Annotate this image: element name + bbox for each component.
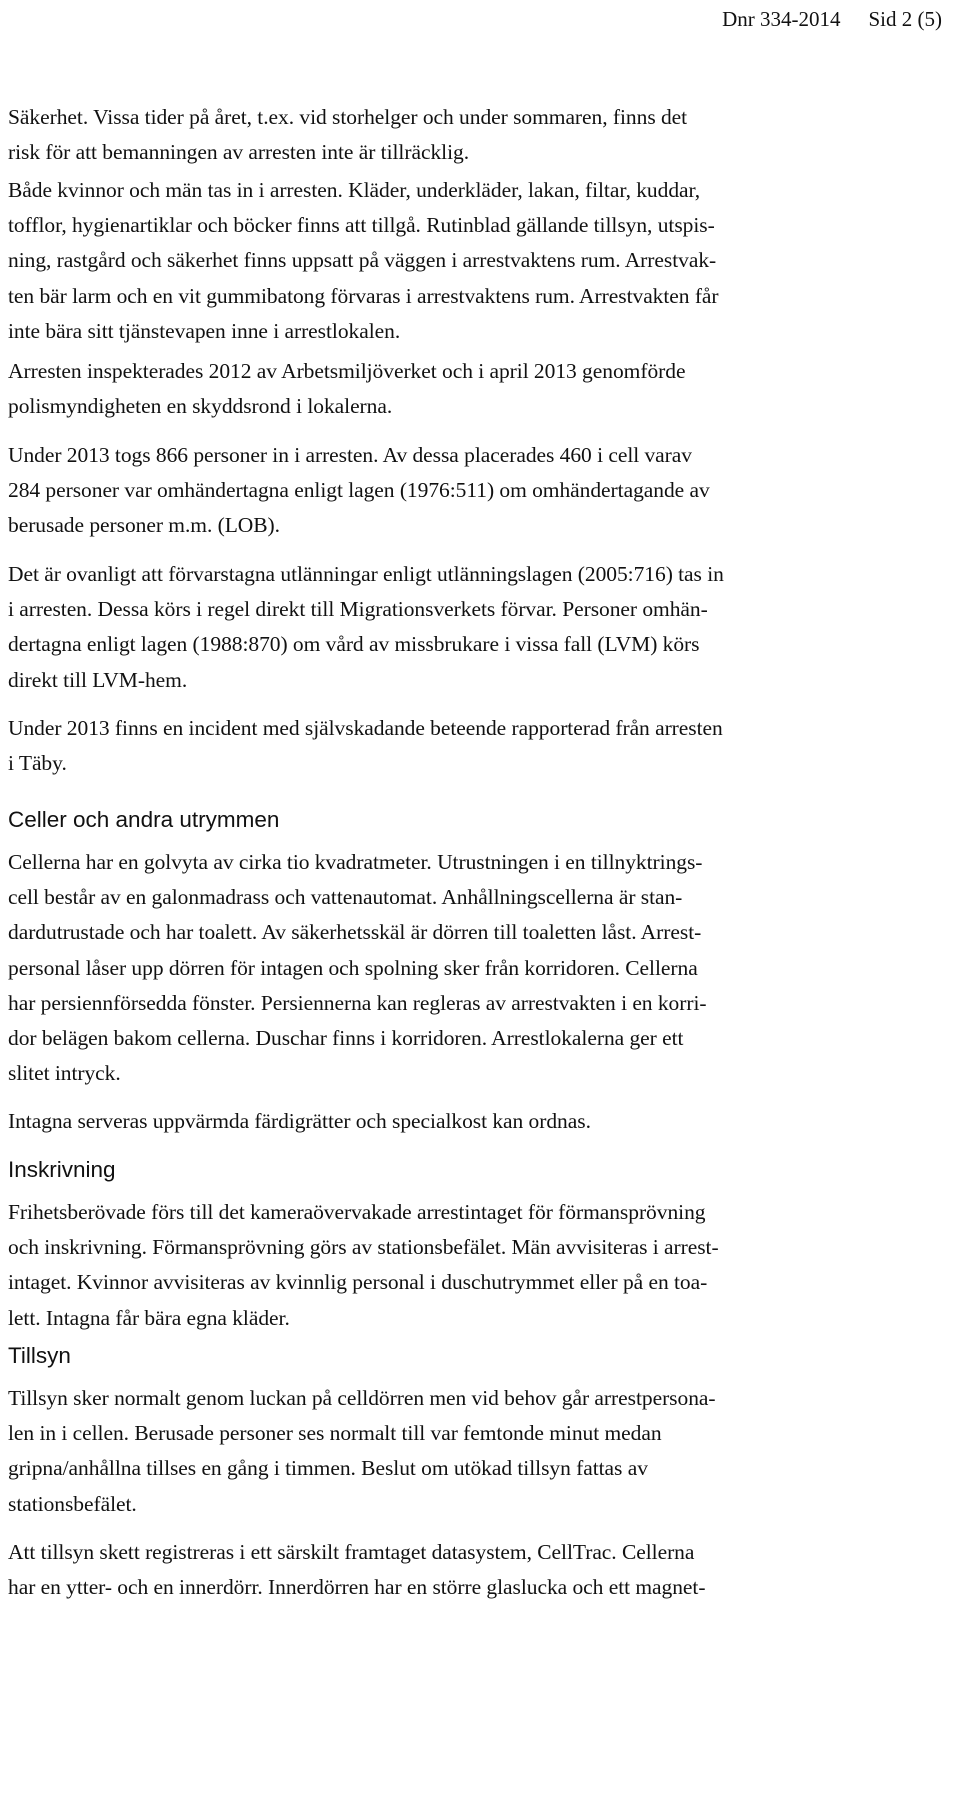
- text-line: i arresten. Dessa körs i regel direkt till Migrationsverkets förvar. Personer omhän-: [8, 597, 708, 622]
- text-line: Under 2013 togs 866 personer in i arresten. Av dessa placerades 460 i cell varav: [8, 443, 692, 467]
- text-line: Arresten inspekterades 2012 av Arbetsmiljöverket och i april 2013 genomförde: [8, 359, 686, 383]
- paragraph: [8, 173, 719, 349]
- text-line: dor belägen bakom cellerna. Duschar finns i korridoren. Arrestlokalerna ger ett: [8, 1026, 684, 1051]
- text-line: Både kvinnor och män tas in i arresten. Kläder, underkläder, lakan, filtar, kuddar,: [8, 178, 701, 202]
- text-line: Frihetsberövade förs till det kameraövervakade arrestintaget för förmansprövning: [8, 1200, 706, 1224]
- paragraph: [8, 1535, 705, 1605]
- text-line: Tillsyn sker normalt genom luckan på celldörren men vid behov går arrestpersona-: [8, 1386, 716, 1410]
- text-line: dertagna enligt lagen (1988:870) om vård av missbrukare i vissa fall (LVM) körs: [8, 632, 700, 657]
- text-line: len in i cellen. Berusade personer ses normalt till var femtonde minut medan: [8, 1421, 662, 1446]
- text-line: intaget. Kvinnor avvisiteras av kvinnlig personal i duschutrymmet eller på en toa-: [8, 1270, 708, 1295]
- text-line: Det är ovanligt att förvarstagna utlänningar enligt utlänningslagen (2005:716) tas in: [8, 562, 724, 586]
- text-line: Cellerna har en golvyta av cirka tio kvadratmeter. Utrustningen i en tillnyktrings-: [8, 850, 703, 874]
- text-line: inte bära sitt tjänstevapen inne i arrestlokalen.: [8, 318, 401, 343]
- page-header: [694, 6, 942, 32]
- paragraph-incident: [8, 711, 723, 781]
- paragraph: [8, 1381, 716, 1522]
- text-line: Att tillsyn skett registreras i ett särskilt framtaget datasystem, CellTrac. Cellerna: [8, 1540, 695, 1564]
- section-heading-tillsyn: Tillsyn: [8, 1343, 71, 1368]
- text-line: polismyndigheten en skyddsrond i lokalerna.: [8, 394, 393, 419]
- text-line: Intagna serveras uppvärmda färdigrätter och specialkost kan ordnas.: [8, 1109, 591, 1133]
- paragraph: [8, 354, 685, 424]
- text-line: ning, rastgård och säkerhet finns uppsatt på väggen i arrestvaktens rum. Arrestvak-: [8, 248, 717, 273]
- text-line: och inskrivning. Förmansprövning görs av stationsbefälet. Män avvisiteras i arrest-: [8, 1235, 719, 1260]
- paragraph-meals: [8, 1104, 591, 1139]
- text-line: gripna/anhållna tillses en gång i timmen. Beslut om utökad tillsyn fattas av: [8, 1456, 648, 1481]
- text-line: har en ytter- och en innerdörr. Innerdörren har en större glaslucka och ett magnet-: [8, 1575, 706, 1600]
- paragraph: [8, 845, 707, 1091]
- text-line: i Täby.: [8, 751, 67, 776]
- text-line: dardutrustade och har toalett. Av säkerhetsskäl är dörren till toaletten låst. Arrest-: [8, 920, 702, 945]
- text-line: cell består av en galonmadrass och vattenautomat. Anhållningscellerna är stan-: [8, 885, 683, 910]
- text-line: ten bär larm och en vit gummibatong förvaras i arrestvaktens rum. Arrestvakten får: [8, 283, 719, 308]
- paragraph-inspection: [8, 354, 685, 424]
- paragraph: [8, 100, 687, 170]
- paragraph-registration: [8, 1195, 719, 1336]
- reference-number: Dnr 334-2014: [722, 7, 841, 31]
- paragraph-detainees: [8, 173, 719, 349]
- paragraph-security-intro: [8, 100, 687, 170]
- paragraph: [8, 1104, 591, 1139]
- text-line: tofflor, hygienartiklar och böcker finns att tillgå. Rutinblad gällande tillsyn, utspis-: [8, 213, 715, 238]
- text-line: lett. Intagna får bära egna kläder.: [8, 1305, 290, 1330]
- text-line: Säkerhet. Vissa tider på året, t.ex. vid storhelger och under sommaren, finns det: [8, 105, 688, 129]
- paragraph-celltrac: [8, 1535, 705, 1605]
- text-line: stationsbefälet.: [8, 1491, 137, 1516]
- text-line: risk för att bemanningen av arresten inte är tillräcklig.: [8, 140, 470, 165]
- section-heading-inskrivning: Inskrivning: [8, 1157, 116, 1182]
- text-line: personal låser upp dörren för intagen och spolning sker från korridoren. Cellerna: [8, 955, 698, 980]
- paragraph: [8, 438, 710, 544]
- paragraph: [8, 557, 724, 698]
- paragraph: [8, 1195, 719, 1336]
- section-heading-celler: Celler och andra utrymmen: [8, 807, 280, 832]
- paragraph-supervision: [8, 1381, 716, 1522]
- paragraph: [8, 711, 723, 781]
- paragraph-statistics: [8, 438, 710, 544]
- text-line: direkt till LVM-hem.: [8, 667, 188, 692]
- text-line: har persiennförsedda fönster. Persiennerna kan regleras av arrestvakten i en korri-: [8, 990, 707, 1015]
- text-line: berusade personer m.m. (LOB).: [8, 513, 280, 538]
- text-line: 284 personer var omhändertagna enligt lagen (1976:511) om omhändertagande av: [8, 478, 710, 503]
- text-line: slitet intryck.: [8, 1061, 121, 1086]
- paragraph-cells: [8, 845, 707, 1091]
- paragraph-foreigners: [8, 557, 724, 698]
- text-line: Under 2013 finns en incident med självskadande beteende rapporterad från arresten: [8, 716, 723, 740]
- page-number: Sid 2 (5): [868, 7, 942, 31]
